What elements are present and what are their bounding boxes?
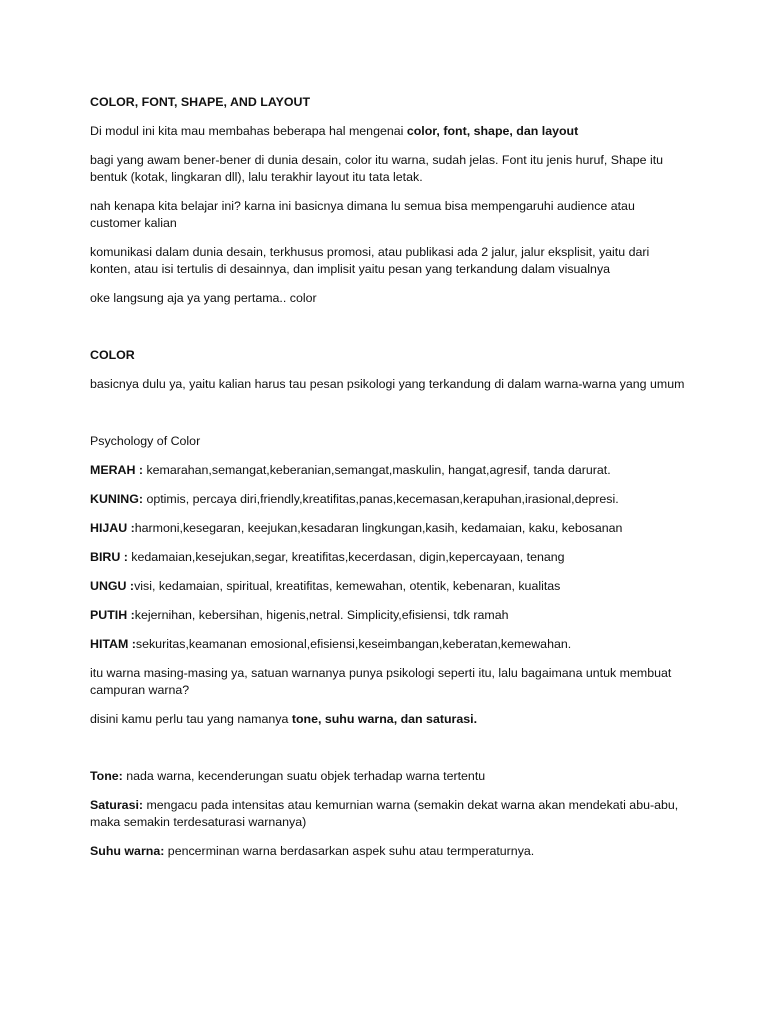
definition-term: Saturasi: [90,798,144,812]
definitions-paragraph: bagi yang awam bener-bener di dunia desain, color itu warna, sudah jelas. Font itu jenis huruf, Shape itu bentuk (kotak, lingkaran dll), lalu terakhir layout itu tata letak. [90,153,664,184]
definition-tone [90,768,688,785]
mixing-paragraph: itu warna masing-masing ya, satuan warnanya punya psikologi seperti itu, lalu bagaimana untuk membuat campuran warna? [90,666,672,697]
color-line-biru [90,549,688,566]
definition-term: Suhu warna: [90,844,165,858]
psychology-heading: Psychology of Color [90,434,201,448]
why-paragraph: nah kenapa kita belajar ini? karna ini basicnya dimana lu semua bisa mempengaruhi audience atau customer kalian [90,199,635,230]
intro-bold-text: color, font, shape, dan layout [406,124,579,138]
color-name: HIJAU : [90,521,135,535]
definition-text: pencerminan warna berdasarkan aspek suhu atau termperaturnya. [164,844,535,858]
color-meaning: kejernihan, kebersihan, higenis,netral. Simplicity,efisiensi, tdk ramah [134,608,509,622]
color-line-putih [90,607,688,624]
color-name: HITAM : [90,637,136,651]
definition-text: mengacu pada intensitas atau kemurnian warna (semakin dekat warna akan mendekati abu-abu, maka semakin terdesaturasi warnanya) [90,798,679,829]
intro-text: Di modul ini kita mau membahas beberapa hal mengenai [90,124,407,138]
color-meaning: sekuritas,keamanan emosional,efisiensi,keseimbangan,keberatan,kemewahan. [135,637,572,651]
definition-text: nada warna, kecenderungan suatu objek terhadap warna tertentu [122,769,486,783]
document-title: COLOR, FONT, SHAPE, AND LAYOUT [90,95,311,109]
definition-suhu-warna [90,843,688,860]
color-meaning: optimis, percaya diri,friendly,kreatifitas,panas,kecemasan,kerapuhan,irasional,depresi. [143,492,619,506]
start-paragraph: oke langsung aja ya yang pertama.. color [90,291,317,305]
color-meaning: kemarahan,semangat,keberanian,semangat,maskulin, hangat,agresif, tanda darurat. [143,463,611,477]
terms-text: disini kamu perlu tau yang namanya [90,712,292,726]
color-line-hitam [90,636,688,653]
basic-paragraph: basicnya dulu ya, yaitu kalian harus tau pesan psikologi yang terkandung di dalam warna-warna yang umum [90,377,685,391]
color-name: BIRU : [90,550,128,564]
terms-bold-text: tone, suhu warna, dan saturasi. [291,712,478,726]
color-line-ungu [90,578,688,595]
color-line-hijau [90,520,688,537]
color-heading: COLOR [90,348,135,362]
definition-saturasi [90,797,688,831]
definition-term: Tone: [90,769,123,783]
communication-paragraph: komunikasi dalam dunia desain, terkhusus promosi, atau publikasi ada 2 jalur, jalur eksplisit, yaitu dari konten, atau isi tertulis di desainnya, dan implisit yaitu pesan yang terkandung dalam visualnya [90,245,650,276]
intro-paragraph [90,123,688,140]
color-name: PUTIH : [90,608,135,622]
color-name: MERAH : [90,463,143,477]
color-name: UNGU : [90,579,135,593]
color-line-kuning [90,491,688,508]
terms-paragraph [90,711,688,728]
color-line-merah [90,462,688,479]
color-meaning: visi, kedamaian, spiritual, kreatifitas, kemewahan, otentik, kebenaran, kualitas [134,579,561,593]
color-meaning: kedamaian,kesejukan,segar, kreatifitas,kecerdasan, digin,kepercayaan, tenang [127,550,565,564]
color-name: KUNING: [90,492,143,506]
color-meaning: harmoni,kesegaran, keejukan,kesadaran lingkungan,kasih, kedamaian, kaku, kebosanan [134,521,623,535]
